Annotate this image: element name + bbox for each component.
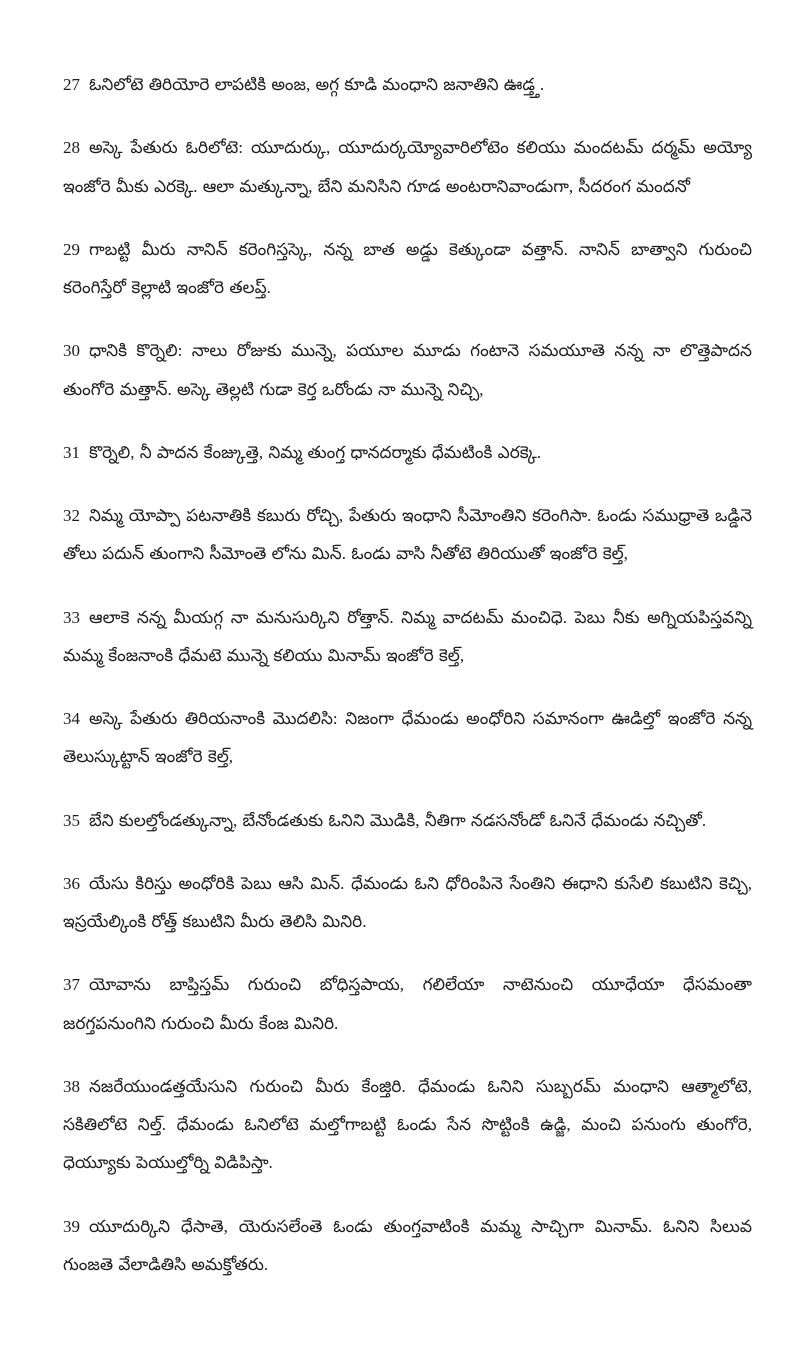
verse-text: ఓనిలోటె తిరియోరె లాపటికి అంజ, అగ్గ కూడి మంధాని జనాతిని ఊడ్త్త. [89,75,545,94]
verse-text: నజరేయుండత్తయేసుని గురుంచి మీరు కేంజ్తిరి. ధేమండు ఓనిని సుబ్బరమ్ మంధాని ఆత్మాలోటె, సకితిలోటె నిల్త్. ధేమండు ఓనిలోటె మల్తోగాబట్టి ఓండు సేన సొట్టింకి ఉడ్జి, మంచి పనుంగు తుంగోరె, ధెయ్యూకు పెయుల్తోర్ని విడిపిస్తా. [63,1076,752,1173]
verse-text: నిమ్మ యోప్పా పటనాతికి కబురు రోచ్చి, పేతురు ఇంధాని సీమోంతిని కరెంగిసా. ఓండు సముధ్రాతె ఒడ్డినె తోలు పదున్ తుంగాని సీమోంతె లోను మిన్. ఓండు వాసి నీతోటె తిరియుతో ఇంజోరె కెల్త్, [63,506,752,564]
verse-number: 37 [63,975,80,995]
verse-number: 34 [63,709,80,728]
verse-text: యోవాను బాప్తిస్తమ్ గురుంచి బోధిస్తపాయ, గలిలేయా నాటెనుంచి యూధేయా ధేసమంతా జరగ్తపనుంగిని గురుంచి మీరు కేంజ మినిరి. [63,975,752,1033]
verse-number: 33 [63,607,80,627]
verse-text: యేసు కిరిస్తు అంధోరికి పెబు ఆసి మిన్. ధేమండు ఓని ధోరింపినె సేంతిని ఈధాని కుసేలి కబుటిని కెచ్చి, ఇస్రయేల్కింకి రోత్త్ కబుటిని మీరు తెలిసి మినిరి. [63,873,752,931]
verse-text: కొర్నెలి, నీ పాదన కేంజ్కుత్తె, నిమ్మ తుంగ్త ధానదర్మాకు ధేమటింకి ఎరక్కె. [89,442,542,462]
verse-paragraph-37 [63,966,752,1043]
verse-number: 28 [63,138,80,158]
verse-number: 30 [63,341,80,361]
verse-number: 32 [63,506,80,525]
verse-number: 38 [63,1076,80,1096]
verse-number: 27 [63,75,80,94]
verse-text: ఆలాకె నన్న మీయగ్గ నా మనుసుర్కిని రోత్తాన్. నిమ్మ వాదటమ్ మంచిధె. పెబు నీకు అగ్నియపిస్తవన్ని మమ్మ కేంజనాంకి ధేమటె మున్నె కలియు మినామ్ ఇంజోరె కెల్త్, [63,607,752,665]
verse-paragraph-38 [63,1068,752,1183]
verse-text: అస్కె పేతురు తిరియనాంకి మొదలిసి: నిజంగా ధేమండు అంధోరిని సమానంగా ఊడిల్తో ఇంజోరె నన్న తెలుస్కుట్టాన్ ఇంజోరె కెల్త్, [63,709,752,767]
verse-paragraph-28 [63,129,752,206]
verse-text: యూదుర్కిని ధేసాతె, యెరుసలేంతె ఓండు తుంగ్తవాటింకి మమ్మ సాచ్చిగా మినామ్. ఓనిని సిలువ గుంజతె వేలాడితిసి అమక్తోతరు. [63,1216,752,1274]
verse-text: అస్కె పేతురు ఓరిలోటె: యూదుర్కు, యూదుర్కయ్యోవారిలోటెం కలియు మందటమ్ దర్మమ్ అయ్యో ఇంజోరె మీకు ఎరక్కె. ఆలా మత్కున్నా, బేని మనిసిని గూడ అంటరానివాండుగా, సీదరంగ మందనో [63,138,752,196]
verse-paragraph-31 [63,434,752,472]
verse-paragraph-29 [63,231,752,308]
verse-text: ధానికి కొర్నెలి: నాలు రోజుకు మున్నె, పయూల మూడు గంటానె సమయూతె నన్న నా లొత్తెపాదన తుంగోరె మత్తాన్. అస్కె తెల్లటి గుడా కెర్త ఒరోండు నా మున్నె నిచ్చి, [63,341,752,399]
verse-number: 36 [63,873,80,893]
verse-text: బేని కులల్తోండత్కున్నా, బేనోండతుకు ఓనిని మొడికి, నీతిగా నడసనోండో ఓనినే ధేమండు నచ్చితో. [89,810,707,830]
verse-number: 31 [63,442,80,462]
verse-paragraph-35 [63,802,752,840]
verse-number: 39 [63,1216,80,1236]
verse-paragraph-32 [63,497,752,574]
verse-text: గాబట్టి మీరు నానిన్ కరెంగిస్తస్కె, నన్న బాత అడ్డు కెత్కుండా వత్తాన్. నానిన్ బాత్వాని గురుంచి కరెంగిస్తేరో కెల్లాటి ఇంజోరె తలప్త్. [63,239,752,297]
verse-paragraph-30 [63,332,752,409]
verse-paragraph-34 [63,700,752,777]
verse-paragraph-39 [63,1208,752,1285]
verse-paragraph-36 [63,865,752,942]
verse-paragraph-27 [63,66,752,104]
verse-number: 29 [63,239,80,259]
verse-number: 35 [63,810,80,830]
verse-paragraph-33 [63,599,752,676]
